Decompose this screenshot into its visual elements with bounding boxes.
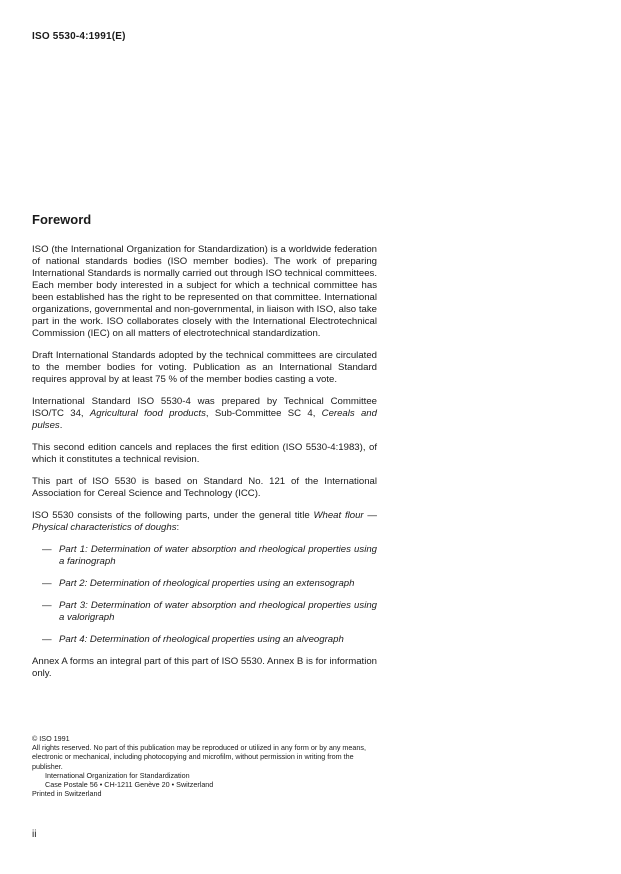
text-segment: , Sub-Committee SC 4, (205, 408, 322, 419)
part-title: Part 1: Determination of water absorption and rheological properties using a farinograph (59, 544, 377, 567)
list-item (32, 634, 377, 646)
text-segment: : (176, 522, 180, 533)
copyright-notice: © ISO 1991 (32, 734, 70, 743)
paragraph-iso-intro: ISO (the International Organization for Standardization) is a worldwide federation of national standards bodies (ISO member bodies). The work of preparing International Standards is normally carried out through ISO technical committees. Each member body interested in a subject for which a technical committee has been established has the right to be represented on that committee. International organizations, governmental and non-governmental, in liaison with ISO, also take part in the work. ISO collaborates closely with the International Electrotechnical Commission (IEC) on all matters of electrotechnical standardization. (32, 244, 378, 339)
part-title: Part 3: Determination of water absorption and rheological properties using a valorigraph (59, 600, 377, 623)
printed-location: Printed in Switzerland (32, 789, 102, 799)
subcommittee-name: Cereals and pulses (32, 408, 377, 431)
text-segment: . (59, 420, 63, 431)
paragraph-annexes: Annex A forms an integral part of this part of ISO 5530. Annex B is for information only. (32, 656, 377, 679)
dash-bullet: — (42, 600, 52, 611)
text-segment: International Standard ISO 5530-4 was prepared by Technical Committee ISO/TC 34, (32, 396, 377, 419)
paragraph-technical-committee (32, 396, 377, 432)
foreword-body (32, 244, 377, 690)
dash-bullet: — (42, 634, 52, 645)
parts-list (32, 544, 377, 646)
publisher-address: Case Postale 56 • CH-1211 Genève 20 • Switzerland (45, 780, 214, 790)
dash-bullet: — (42, 544, 52, 555)
list-item (32, 544, 377, 568)
part-title: Part 4: Determination of rheological properties using an alveograph (59, 634, 344, 645)
text-segment: ISO 5530 consists of the following parts, under the general title (32, 510, 314, 521)
dash-bullet: — (42, 578, 52, 589)
standard-reference: ISO 5530-4:1991(E) (32, 31, 126, 42)
copyright-block (32, 734, 382, 798)
paragraph-icc-basis: This part of ISO 5530 is based on Standard No. 121 of the International Association for Cereal Science and Technology (ICC). (32, 476, 377, 499)
foreword-heading: Foreword (32, 212, 92, 227)
list-item (32, 578, 377, 590)
general-title: Wheat flour — Physical characteristics of doughs (32, 510, 377, 533)
publisher-name: International Organization for Standardization (45, 770, 190, 780)
part-title: Part 2: Determination of rheological properties using an extensograph (59, 578, 355, 589)
rights-statement: All rights reserved. No part of this publication may be reproduced or utilized in any form or by any means, electronic or mechanical, including photocopying and microfilm, without permission in writing from the publisher. (32, 743, 366, 771)
committee-name: Agricultural food products (89, 408, 206, 419)
paragraph-parts-intro (32, 510, 377, 534)
page-number: ii (32, 829, 37, 840)
paragraph-draft-standards: Draft International Standards adopted by the technical committees are circulated to the member bodies for voting. Publication as an International Standard requires approval by at least 75 % of the member bodies casting a vote. (32, 350, 377, 385)
list-item (32, 600, 377, 624)
paragraph-edition: This second edition cancels and replaces the first edition (ISO 5530-4:1983), of which it constitutes a technical revision. (32, 442, 377, 465)
